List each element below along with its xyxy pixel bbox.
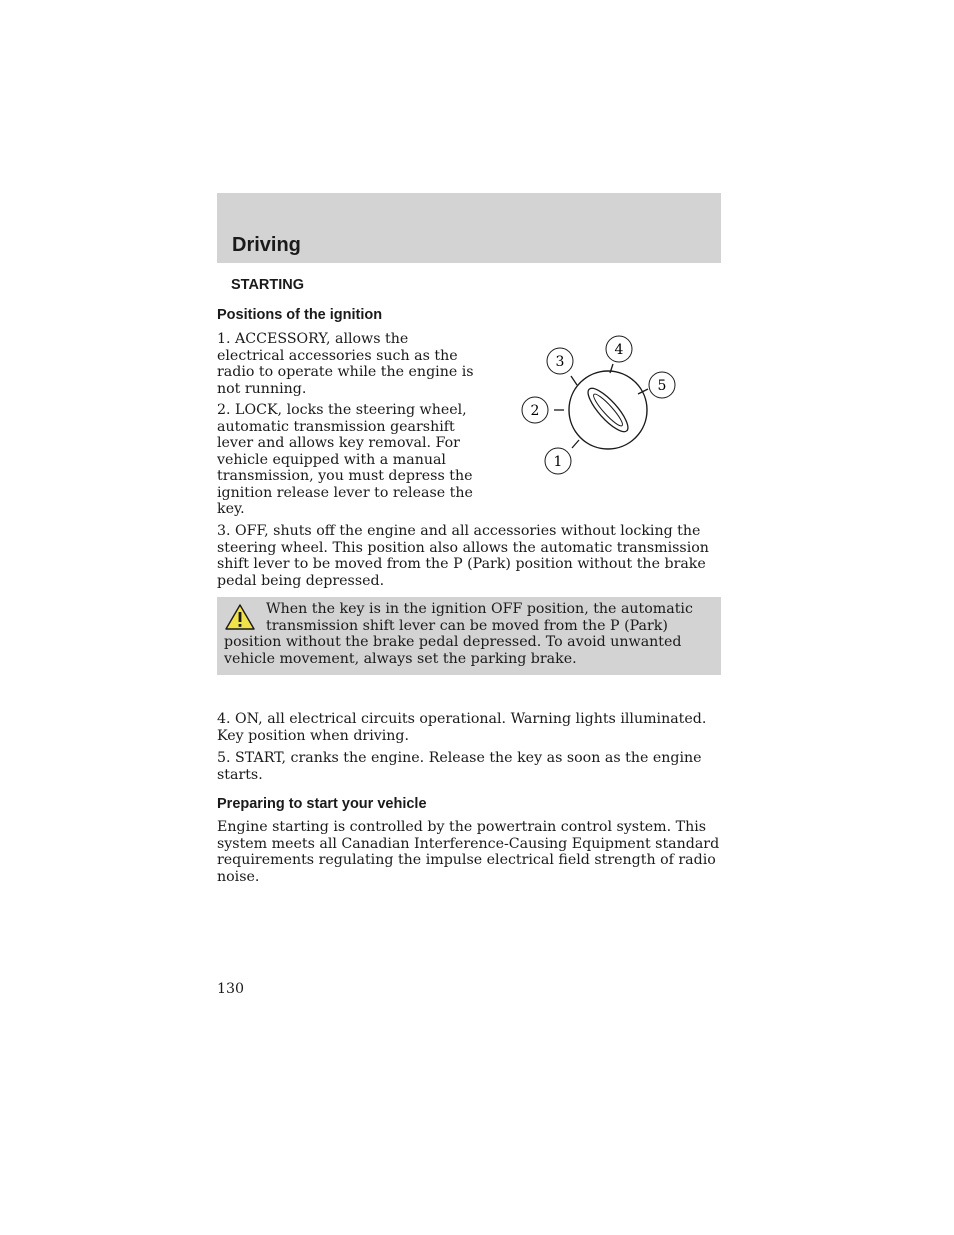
warning-text: When the key is in the ignition OFF position, the automatic transmission shift lever can be moved from the P (Park) position without the brake pedal depressed. To avoid unwanted vehicle movement, always set the parking brake. bbox=[224, 601, 693, 667]
ignition-item-on: 4. ON, all electrical circuits operational. Warning lights illuminated. Key position when driving. bbox=[217, 711, 707, 744]
preparing-text: Engine starting is controlled by the powertrain control system. This system meets all Canadian Interference-Causing Equipment standard requirements regulating the impulse electrical field strength of radio noise. bbox=[217, 819, 720, 885]
ignition-item-start: 5. START, cranks the engine. Release the key as soon as the engine starts. bbox=[217, 750, 702, 783]
ignition-item-lock: 2. LOCK, locks the steering wheel, automatic transmission gearshift lever and allows key removal. For vehicle equipped with a manual transmission, you must depress the ignition release lever to release the key. bbox=[217, 402, 473, 517]
ignition-positions-heading: Positions of the ignition bbox=[217, 307, 383, 323]
page-number: 130 bbox=[217, 981, 245, 997]
ignition-diagram bbox=[515, 330, 685, 480]
warning-box bbox=[217, 597, 721, 675]
section-title: STARTING bbox=[231, 277, 305, 293]
diagram-label-3: 3 bbox=[555, 354, 565, 370]
diagram-label-2: 2 bbox=[530, 403, 540, 419]
diagram-label-4: 4 bbox=[614, 342, 624, 358]
preparing-heading: Preparing to start your vehicle bbox=[217, 796, 427, 812]
chapter-title: Driving bbox=[232, 234, 301, 256]
diagram-label-5: 5 bbox=[657, 378, 667, 394]
ignition-item-off: 3. OFF, shuts off the engine and all accessories without locking the steering wheel. This position also allows the automatic transmission shift lever to be moved from the P (Park) position without the brake pedal being depressed. bbox=[217, 523, 709, 589]
ignition-key-cylinder-icon bbox=[515, 330, 685, 480]
diagram-label-1: 1 bbox=[553, 454, 563, 470]
ignition-item-accessory: 1. ACCESSORY, allows the electrical accessories such as the radio to operate while the engine is not running. bbox=[217, 331, 474, 397]
chapter-header-band bbox=[217, 193, 721, 263]
